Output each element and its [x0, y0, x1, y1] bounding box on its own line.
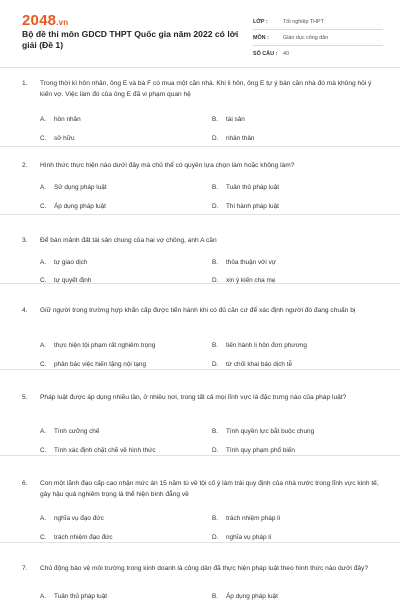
option-a[interactable] — [40, 428, 99, 435]
option-letter: B. — [212, 259, 219, 266]
option-letter: C. — [40, 203, 47, 210]
option-text: tài sản — [226, 116, 245, 123]
question-item — [0, 457, 400, 543]
option-letter: A. — [40, 593, 47, 600]
meta-value: 40 — [283, 51, 289, 57]
option-b[interactable] — [212, 428, 314, 435]
question-text: Pháp luật được áp dụng nhiều lần, ở nhiều nơi, trong tất cả mọi lĩnh vực là đặc trưng nào của pháp luật? — [40, 394, 347, 401]
option-a[interactable] — [40, 342, 155, 349]
option-b[interactable] — [212, 116, 245, 123]
option-text: thỏa thuận với vợ — [226, 259, 276, 266]
option-letter: D. — [212, 203, 219, 210]
option-text: nghĩa vụ đạo đức — [54, 515, 104, 522]
option-letter: C. — [40, 361, 47, 368]
meta-key: SỐ CÂU : — [253, 51, 278, 57]
meta-value[interactable]: Tốt nghiệp THPT — [283, 18, 324, 25]
option-text: Tuân thủ pháp luật — [54, 593, 108, 600]
question-text: Trong thời kì hôn nhân, ông E và bà F có mua một căn nhà. Khi li hôn, ông E tự ý bán căn nhà đó mà không hỏi ý kiến vợ. Việc làm đó của ông E đã vi phạm quan hệ — [40, 80, 372, 98]
option-d[interactable] — [212, 135, 254, 142]
option-text: Áp dụng pháp luật — [226, 593, 278, 600]
option-letter: A. — [40, 428, 47, 435]
option-text: Tính quy phạm phổ biến — [226, 447, 295, 454]
option-letter: A. — [40, 259, 47, 266]
option-c[interactable] — [40, 135, 75, 142]
meta-key: MÔN : — [253, 34, 269, 41]
exam-meta — [253, 14, 383, 62]
option-letter: B. — [212, 593, 219, 600]
option-text: Tính quyền lực bắt buộc chung — [226, 428, 315, 435]
option-text: xin ý kiến cha mẹ — [226, 277, 276, 284]
question-item — [0, 371, 400, 456]
option-d[interactable] — [212, 361, 292, 368]
option-letter: B. — [212, 515, 219, 522]
question-item — [0, 216, 400, 284]
question-number: 6. — [22, 480, 28, 487]
option-text: thực hiện tội phạm rất nghiêm trọng — [54, 342, 156, 349]
option-text: hôn nhân — [54, 116, 81, 123]
option-text: tự quyết định — [54, 277, 92, 284]
meta-key: LỚP : — [253, 18, 268, 25]
question-item — [0, 148, 400, 215]
meta-row-subject — [253, 30, 383, 46]
option-letter: D. — [212, 361, 219, 368]
option-letter: C. — [40, 135, 47, 142]
question-number: 7. — [22, 565, 28, 572]
option-letter: D. — [212, 534, 219, 541]
option-b[interactable] — [212, 259, 276, 266]
question-item — [0, 68, 400, 147]
option-c[interactable] — [40, 203, 106, 210]
option-text: tự giao dịch — [54, 259, 88, 266]
option-text: Tính cưỡng chế — [54, 428, 100, 435]
logo-text: 2048 — [22, 12, 57, 29]
meta-value[interactable]: Giáo dục công dân — [283, 34, 329, 41]
question-text: Để bán mảnh đất tài sản chung của hai vợ chồng, anh A cần — [40, 237, 217, 244]
option-text: phản bác việc hiến tặng nội tạng — [54, 361, 147, 368]
option-text: sở hữu — [54, 135, 75, 142]
option-b[interactable] — [212, 515, 280, 522]
question-number: 2. — [22, 162, 28, 169]
option-text: Tuân thủ pháp luật — [226, 184, 280, 191]
question-text: Chủ động bảo vệ môi trường trong kinh doanh là công dân đã thực hiện pháp luật theo hình thức nào dưới đây? — [40, 565, 369, 572]
question-text: Con một lãnh đạo cấp cao nhận mức án 15 năm tù về tội cố ý làm trái quy định của nhà nước trong lĩnh vực kinh tế, gây hậu quả nghiêm trọng là thể hiện bình đẳng về — [40, 480, 379, 498]
option-c[interactable] — [40, 447, 156, 454]
question-text: Hình thức thực hiện nào dưới đây mà chủ thể có quyền lựa chọn làm hoặc không làm? — [40, 162, 295, 169]
site-logo[interactable] — [22, 12, 68, 29]
question-item — [0, 285, 400, 370]
page-header — [0, 0, 400, 66]
option-letter: A. — [40, 515, 47, 522]
option-a[interactable] — [40, 515, 104, 522]
option-letter: A. — [40, 116, 47, 123]
option-letter: C. — [40, 534, 47, 541]
option-text: Thi hành pháp luật — [226, 203, 279, 210]
question-number: 5. — [22, 394, 28, 401]
option-letter: C. — [40, 447, 47, 454]
question-number: 3. — [22, 237, 28, 244]
option-a[interactable] — [40, 593, 107, 600]
option-letter: B. — [212, 184, 219, 191]
option-d[interactable] — [212, 203, 279, 210]
option-text: trách nhiệm đạo đức — [54, 534, 113, 541]
option-letter: B. — [212, 428, 219, 435]
option-c[interactable] — [40, 361, 146, 368]
option-text: Áp dụng pháp luật — [54, 203, 106, 210]
option-a[interactable] — [40, 184, 107, 191]
option-c[interactable] — [40, 534, 113, 541]
option-text: nhân thân — [226, 135, 255, 142]
page-title: Bộ đề thi môn GDCD THPT Quốc gia năm 2022 có lời giải (Đề 1) — [22, 29, 239, 50]
option-letter: B. — [212, 342, 219, 349]
option-d[interactable] — [212, 534, 271, 541]
option-b[interactable] — [212, 342, 307, 349]
option-letter: C. — [40, 277, 47, 284]
option-text: trách nhiệm pháp lí — [226, 515, 281, 522]
meta-row-class — [253, 14, 383, 30]
question-number: 1. — [22, 80, 28, 87]
option-a[interactable] — [40, 116, 81, 123]
option-b[interactable] — [212, 184, 279, 191]
question-item — [0, 544, 400, 600]
option-letter: D. — [212, 135, 219, 142]
question-text: Giữ người trong trường hợp khẩn cấp được tiến hành khi có đủ căn cứ để xác định người đó đang chuẩn bị — [40, 307, 356, 314]
option-text: Sử dụng pháp luật — [54, 184, 107, 191]
option-letter: D. — [212, 447, 219, 454]
option-c[interactable] — [40, 277, 91, 284]
option-a[interactable] — [40, 259, 87, 266]
option-letter: A. — [40, 342, 47, 349]
logo-suffix: .vn — [56, 18, 69, 27]
question-number: 4. — [22, 307, 28, 314]
meta-row-count — [253, 46, 383, 62]
option-text: tiến hành li hôn đơn phương — [226, 342, 307, 349]
option-letter: B. — [212, 116, 219, 123]
option-d[interactable] — [212, 447, 295, 454]
option-text: Tính xác định chặt chẽ về hình thức — [54, 447, 156, 454]
option-letter: A. — [40, 184, 47, 191]
option-b[interactable] — [212, 593, 278, 600]
option-letter: D. — [212, 277, 219, 284]
option-text: nghĩa vụ pháp lí — [226, 534, 272, 541]
option-d[interactable] — [212, 277, 275, 284]
option-text: từ chối khai báo dịch tễ — [226, 361, 293, 368]
